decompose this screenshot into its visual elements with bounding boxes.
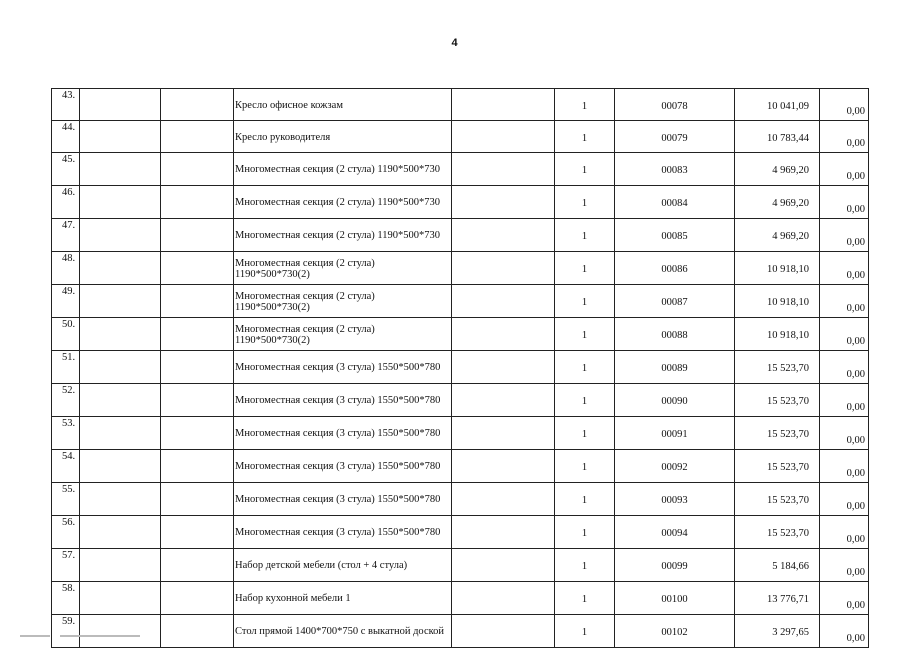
- item-name: Многоместная секция (2 стула) 1190*500*730(2): [234, 252, 452, 285]
- item-name: Многоместная секция (2 стула) 1190*500*730: [234, 186, 452, 219]
- item-price: 10 783,44: [735, 121, 820, 153]
- empty-cell: [452, 384, 555, 417]
- empty-cell: [452, 285, 555, 318]
- inventory-table: [51, 88, 869, 648]
- empty-cell: [161, 450, 234, 483]
- item-price: 15 523,70: [735, 483, 820, 516]
- item-quantity: 1: [555, 615, 615, 648]
- empty-cell: [80, 483, 161, 516]
- residual-value: 0,00: [820, 121, 869, 153]
- table-row: [52, 219, 869, 252]
- empty-cell: [452, 219, 555, 252]
- inventory-code: 00084: [615, 186, 735, 219]
- row-number: 45.: [52, 153, 80, 186]
- item-quantity: 1: [555, 252, 615, 285]
- item-price: 10 918,10: [735, 318, 820, 351]
- item-price: 4 969,20: [735, 186, 820, 219]
- row-number: 43.: [52, 89, 80, 121]
- item-quantity: 1: [555, 549, 615, 582]
- table-row: [52, 89, 869, 121]
- residual-value: 0,00: [820, 89, 869, 121]
- item-price: 15 523,70: [735, 516, 820, 549]
- inventory-code: 00094: [615, 516, 735, 549]
- empty-cell: [452, 417, 555, 450]
- row-number: 47.: [52, 219, 80, 252]
- residual-value: 0,00: [820, 549, 869, 582]
- row-number: 49.: [52, 285, 80, 318]
- residual-value: 0,00: [820, 252, 869, 285]
- empty-cell: [161, 285, 234, 318]
- inventory-code: 00079: [615, 121, 735, 153]
- item-name: Кресло руководителя: [234, 121, 452, 153]
- empty-cell: [452, 483, 555, 516]
- empty-cell: [80, 549, 161, 582]
- empty-cell: [80, 516, 161, 549]
- residual-value: 0,00: [820, 450, 869, 483]
- empty-cell: [80, 219, 161, 252]
- table-row: [52, 450, 869, 483]
- empty-cell: [161, 121, 234, 153]
- row-number: 54.: [52, 450, 80, 483]
- inventory-code: 00078: [615, 89, 735, 121]
- item-name: Набор детской мебели (стол + 4 стула): [234, 549, 452, 582]
- table-row: [52, 549, 869, 582]
- residual-value: 0,00: [820, 285, 869, 318]
- empty-cell: [80, 384, 161, 417]
- empty-cell: [161, 549, 234, 582]
- item-name: Кресло офисное кожзам: [234, 89, 452, 121]
- empty-cell: [80, 153, 161, 186]
- empty-cell: [80, 417, 161, 450]
- empty-cell: [80, 121, 161, 153]
- residual-value: 0,00: [820, 318, 869, 351]
- table-row: [52, 252, 869, 285]
- item-quantity: 1: [555, 153, 615, 186]
- inventory-code: 00087: [615, 285, 735, 318]
- empty-cell: [80, 285, 161, 318]
- item-name: Многоместная секция (2 стула) 1190*500*730: [234, 153, 452, 186]
- inventory-code: 00091: [615, 417, 735, 450]
- empty-cell: [161, 153, 234, 186]
- item-quantity: 1: [555, 483, 615, 516]
- item-price: 15 523,70: [735, 351, 820, 384]
- item-quantity: 1: [555, 318, 615, 351]
- empty-cell: [161, 219, 234, 252]
- item-price: 5 184,66: [735, 549, 820, 582]
- empty-cell: [161, 186, 234, 219]
- residual-value: 0,00: [820, 582, 869, 615]
- inventory-code: 00102: [615, 615, 735, 648]
- item-quantity: 1: [555, 285, 615, 318]
- row-number: 46.: [52, 186, 80, 219]
- empty-cell: [452, 549, 555, 582]
- item-quantity: 1: [555, 516, 615, 549]
- item-name: Многоместная секция (3 стула) 1550*500*780: [234, 384, 452, 417]
- row-number: 44.: [52, 121, 80, 153]
- empty-cell: [161, 318, 234, 351]
- empty-cell: [452, 450, 555, 483]
- inventory-code: 00089: [615, 351, 735, 384]
- inventory-code: 00099: [615, 549, 735, 582]
- item-price: 3 297,65: [735, 615, 820, 648]
- table-row: [52, 318, 869, 351]
- table-row: [52, 417, 869, 450]
- empty-cell: [452, 516, 555, 549]
- empty-cell: [161, 516, 234, 549]
- item-price: 15 523,70: [735, 417, 820, 450]
- inventory-rows: [52, 89, 869, 648]
- item-quantity: 1: [555, 384, 615, 417]
- residual-value: 0,00: [820, 384, 869, 417]
- item-name: Многоместная секция (3 стула) 1550*500*780: [234, 351, 452, 384]
- row-number: 52.: [52, 384, 80, 417]
- residual-value: 0,00: [820, 351, 869, 384]
- item-quantity: 1: [555, 186, 615, 219]
- empty-cell: [161, 483, 234, 516]
- inventory-code: 00092: [615, 450, 735, 483]
- empty-cell: [452, 318, 555, 351]
- empty-cell: [452, 186, 555, 219]
- residual-value: 0,00: [820, 219, 869, 252]
- inventory-code: 00086: [615, 252, 735, 285]
- scan-edge-artifact: [0, 630, 200, 640]
- row-number: 55.: [52, 483, 80, 516]
- residual-value: 0,00: [820, 615, 869, 648]
- empty-cell: [452, 351, 555, 384]
- inventory-code: 00083: [615, 153, 735, 186]
- empty-cell: [161, 582, 234, 615]
- empty-cell: [80, 186, 161, 219]
- row-number: 50.: [52, 318, 80, 351]
- empty-cell: [80, 318, 161, 351]
- item-name: Многоместная секция (3 стула) 1550*500*780: [234, 450, 452, 483]
- item-name: Стол прямой 1400*700*750 с выкатной доской: [234, 615, 452, 648]
- item-name: Многоместная секция (3 стула) 1550*500*780: [234, 483, 452, 516]
- empty-cell: [452, 252, 555, 285]
- table-row: [52, 582, 869, 615]
- item-price: 4 969,20: [735, 219, 820, 252]
- page-number: 4: [451, 37, 458, 49]
- empty-cell: [80, 450, 161, 483]
- table-row: [52, 483, 869, 516]
- item-price: 10 918,10: [735, 285, 820, 318]
- empty-cell: [452, 89, 555, 121]
- residual-value: 0,00: [820, 516, 869, 549]
- residual-value: 0,00: [820, 186, 869, 219]
- item-quantity: 1: [555, 351, 615, 384]
- row-number: 59.: [52, 615, 80, 648]
- row-number: 53.: [52, 417, 80, 450]
- item-name: Набор кухонной мебели 1: [234, 582, 452, 615]
- item-price: 15 523,70: [735, 384, 820, 417]
- item-price: 10 041,09: [735, 89, 820, 121]
- row-number: 48.: [52, 252, 80, 285]
- empty-cell: [452, 121, 555, 153]
- item-quantity: 1: [555, 89, 615, 121]
- inventory-code: 00085: [615, 219, 735, 252]
- table-row: [52, 186, 869, 219]
- item-name: Многоместная секция (2 стула) 1190*500*730(2): [234, 285, 452, 318]
- empty-cell: [161, 89, 234, 121]
- empty-cell: [452, 582, 555, 615]
- empty-cell: [452, 615, 555, 648]
- item-name: Многоместная секция (3 стула) 1550*500*780: [234, 516, 452, 549]
- item-price: 4 969,20: [735, 153, 820, 186]
- empty-cell: [452, 153, 555, 186]
- table-row: [52, 153, 869, 186]
- item-quantity: 1: [555, 582, 615, 615]
- item-quantity: 1: [555, 121, 615, 153]
- empty-cell: [161, 417, 234, 450]
- empty-cell: [161, 351, 234, 384]
- inventory-code: 00090: [615, 384, 735, 417]
- item-price: 10 918,10: [735, 252, 820, 285]
- item-price: 15 523,70: [735, 450, 820, 483]
- row-number: 58.: [52, 582, 80, 615]
- table-row: [52, 351, 869, 384]
- item-price: 13 776,71: [735, 582, 820, 615]
- table-row: [52, 516, 869, 549]
- empty-cell: [80, 351, 161, 384]
- table-row: [52, 285, 869, 318]
- residual-value: 0,00: [820, 153, 869, 186]
- item-quantity: 1: [555, 417, 615, 450]
- table-row: [52, 121, 869, 153]
- item-quantity: 1: [555, 219, 615, 252]
- row-number: 57.: [52, 549, 80, 582]
- residual-value: 0,00: [820, 417, 869, 450]
- item-name: Многоместная секция (2 стула) 1190*500*730: [234, 219, 452, 252]
- inventory-code: 00088: [615, 318, 735, 351]
- empty-cell: [80, 582, 161, 615]
- inventory-code: 00100: [615, 582, 735, 615]
- empty-cell: [80, 252, 161, 285]
- table-row: [52, 384, 869, 417]
- residual-value: 0,00: [820, 483, 869, 516]
- item-name: Многоместная секция (3 стула) 1550*500*780: [234, 417, 452, 450]
- empty-cell: [161, 252, 234, 285]
- row-number: 56.: [52, 516, 80, 549]
- empty-cell: [161, 384, 234, 417]
- row-number: 51.: [52, 351, 80, 384]
- empty-cell: [80, 89, 161, 121]
- inventory-code: 00093: [615, 483, 735, 516]
- item-quantity: 1: [555, 450, 615, 483]
- item-name: Многоместная секция (2 стула) 1190*500*730(2): [234, 318, 452, 351]
